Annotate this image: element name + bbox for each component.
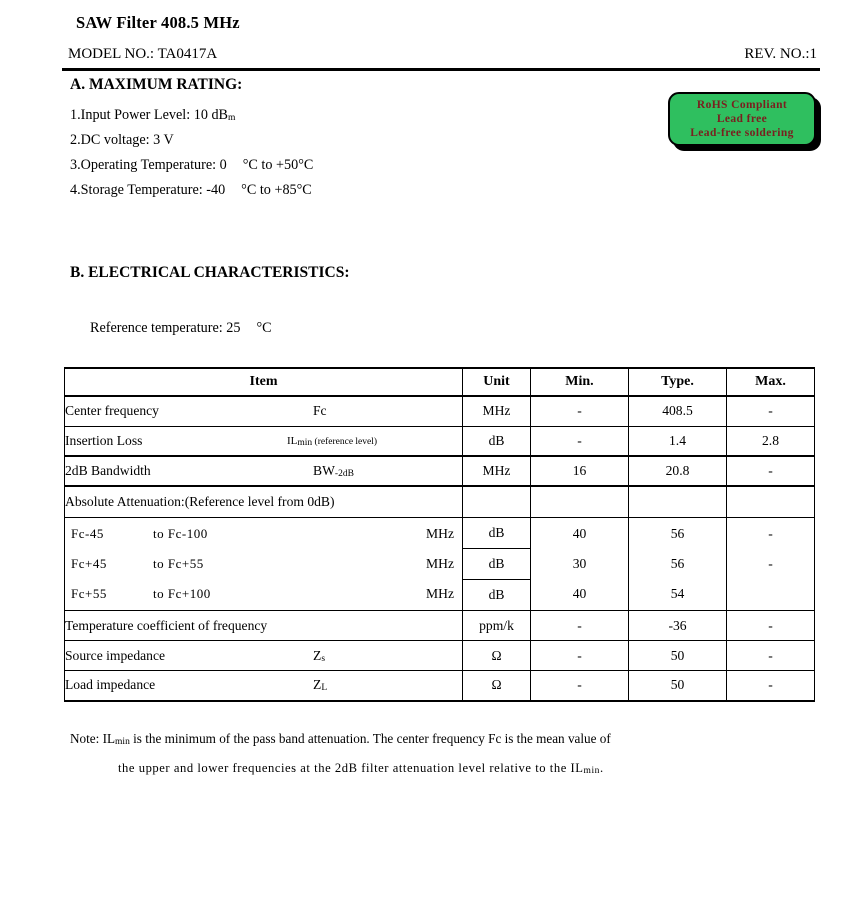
table-header-row <box>65 368 815 396</box>
item-note-rest: (reference level) <box>312 436 378 447</box>
cell-min: - <box>531 641 629 671</box>
item-note-subscript: min <box>297 437 313 448</box>
rating-index: 4. <box>70 182 81 198</box>
row-item-center-frequency <box>65 396 463 426</box>
footnote-subscript: min <box>115 737 130 747</box>
row-item-source-impedance <box>65 641 463 671</box>
attenuation-unit-list <box>463 518 531 611</box>
range-from <box>71 549 107 579</box>
table-row <box>65 456 815 486</box>
page-title: SAW Filter 408.5 MHz <box>76 13 240 32</box>
column-header-max: Max. <box>727 368 815 396</box>
range-to: to Fc+100 <box>153 586 211 601</box>
attenuation-range-list <box>65 518 463 611</box>
cell-typ <box>629 486 727 518</box>
cell-min <box>531 486 629 518</box>
cell-min: 30 <box>572 556 587 571</box>
table-row <box>65 611 815 641</box>
rohs-line-1: RoHS Compliant <box>696 99 788 111</box>
attenuation-max-list <box>727 518 815 611</box>
cell-unit: ppm/k <box>463 611 531 641</box>
reference-temperature <box>90 320 272 337</box>
cell-typ: 56 <box>670 556 685 571</box>
cell-max: - <box>727 611 815 641</box>
rating-value-text: 10 dB <box>193 107 229 123</box>
row-item-load-impedance <box>65 671 463 701</box>
range-from-text: Fc+55 <box>71 586 107 601</box>
cell-max: - <box>727 456 815 486</box>
attenuation-range-row <box>65 519 462 549</box>
reference-temperature-value: 25 <box>226 320 241 336</box>
reference-temperature-unit: °C <box>256 320 272 336</box>
table-row <box>65 426 815 456</box>
cell-max: 2.8 <box>727 426 815 456</box>
model-number-value: TA0417A <box>157 46 218 62</box>
row-item-insertion-loss <box>65 426 463 456</box>
range-from-text: Fc-45 <box>71 526 104 541</box>
column-header-item: Item <box>65 368 463 396</box>
footnote-line-1-a: Note: IL <box>70 731 116 746</box>
rating-label: Storage Temperature: <box>80 182 203 198</box>
cell-min: 40 <box>572 586 587 601</box>
rohs-line-3: Lead-free soldering <box>690 127 794 139</box>
item-label: Insertion Loss <box>65 432 143 448</box>
cell-max: - <box>727 671 815 701</box>
item-symbol-subscript: L <box>321 683 328 694</box>
cell-typ: 50 <box>629 671 727 701</box>
range-unit: MHz <box>426 556 454 571</box>
footnote-line-1-b: is the minimum of the pass band attenuation. The center frequency Fc is the mean value of <box>129 731 611 746</box>
rating-item <box>70 128 313 153</box>
item-symbol-subscript: -2dB <box>334 469 354 479</box>
cell-unit <box>463 486 531 518</box>
item-label: 2dB Bandwidth <box>65 463 151 478</box>
rating-index: 1. <box>70 107 81 123</box>
attenuation-range-row <box>65 549 462 579</box>
attenuation-typ-list <box>629 518 727 611</box>
cell-typ: 20.8 <box>629 456 727 486</box>
rating-value-suffix: °C to +50°C <box>242 157 314 173</box>
header-divider <box>62 68 820 71</box>
attenuation-range-row <box>65 579 462 609</box>
range-from-text: Fc+45 <box>71 556 107 571</box>
footnote-line-2-b: . <box>599 761 604 775</box>
rating-item <box>70 103 313 128</box>
cell-max <box>727 486 815 518</box>
range-unit: MHz <box>426 526 454 541</box>
item-symbol-subscript: s <box>321 653 326 664</box>
item-symbol-text: Z <box>313 677 322 693</box>
rating-value-text: 3 V <box>153 132 174 148</box>
rohs-compliance-badge <box>668 92 818 148</box>
attenuation-min-list <box>531 518 629 611</box>
cell-max: - <box>768 556 773 571</box>
model-number-line <box>68 46 217 63</box>
range-unit: MHz <box>426 586 454 601</box>
column-header-min: Min. <box>531 368 629 396</box>
range-from <box>71 579 107 609</box>
cell-min: - <box>531 611 629 641</box>
cell-typ: 54 <box>670 586 685 601</box>
cell-typ: 408.5 <box>629 396 727 426</box>
range-to: to Fc-100 <box>153 526 208 541</box>
rating-label: Operating Temperature: <box>80 157 217 173</box>
cell-typ: -36 <box>629 611 727 641</box>
table-row <box>65 671 815 701</box>
rating-item <box>70 153 313 178</box>
cell-min: - <box>531 426 629 456</box>
cell-max: - <box>768 526 773 541</box>
item-symbol-text: Fc <box>313 403 327 419</box>
column-header-unit: Unit <box>463 368 531 396</box>
item-symbol <box>313 463 354 479</box>
item-label: Temperature coefficient of frequency <box>65 617 268 633</box>
rating-index: 2. <box>70 132 81 148</box>
table-row <box>65 486 815 518</box>
item-symbol <box>313 677 327 693</box>
table-row-attenuation-group <box>65 518 815 611</box>
range-from <box>71 519 104 549</box>
item-label: Source impedance <box>65 647 166 663</box>
item-label: Load impedance <box>65 677 156 693</box>
item-reference-note <box>287 435 377 447</box>
model-number-label: MODEL NO.: <box>68 46 155 62</box>
rating-label: DC voltage: <box>80 132 150 148</box>
row-item-absolute-attenuation: Absolute Attenuation:(Reference level from 0dB) <box>65 486 463 518</box>
item-symbol-text: Z <box>313 647 322 663</box>
revision-number: REV. NO.:1 <box>744 46 817 62</box>
cell-min: - <box>531 396 629 426</box>
rating-item <box>70 178 313 203</box>
cell-min: 40 <box>572 526 587 541</box>
row-item-2db-bandwidth <box>65 456 463 486</box>
item-symbol-text: BW <box>313 463 335 478</box>
item-note-text: IL <box>287 434 298 447</box>
column-header-typ: Type. <box>629 368 727 396</box>
cell-unit: dB <box>463 549 530 580</box>
maximum-rating-list <box>70 103 313 203</box>
table-row <box>65 396 815 426</box>
cell-unit: MHz <box>463 396 531 426</box>
footnote-subscript: min <box>583 766 600 776</box>
rating-value-suffix: °C to +85°C <box>241 182 312 198</box>
electrical-characteristics-table <box>64 367 815 702</box>
cell-max: - <box>727 396 815 426</box>
range-to: to Fc+55 <box>153 556 204 571</box>
rohs-line-2: Lead free <box>716 113 768 125</box>
footnote-line-1 <box>70 731 830 747</box>
rating-label: Input Power Level: <box>80 107 191 123</box>
cell-typ: 50 <box>629 641 727 671</box>
item-symbol <box>313 648 325 664</box>
table-footnote <box>70 731 830 776</box>
table-row <box>65 641 815 671</box>
footnote-line-2 <box>118 761 830 776</box>
cell-min: 16 <box>531 456 629 486</box>
rating-index: 3. <box>70 157 81 173</box>
cell-unit: dB <box>463 518 530 549</box>
section-a-title: A. MAXIMUM RATING: <box>70 76 243 93</box>
cell-unit: Ω <box>463 671 531 701</box>
badge-body <box>668 92 816 146</box>
cell-unit: dB <box>488 587 505 602</box>
rating-value-text: -40 <box>206 182 226 198</box>
reference-temperature-label: Reference temperature: <box>90 320 223 336</box>
rating-value-subscript: m <box>228 113 236 123</box>
cell-max: - <box>727 641 815 671</box>
item-symbol <box>313 403 327 419</box>
section-b-title: B. ELECTRICAL CHARACTERISTICS: <box>70 264 350 281</box>
item-label: Center frequency <box>65 403 159 419</box>
rating-value <box>194 107 236 123</box>
cell-min: - <box>531 671 629 701</box>
cell-unit: dB <box>463 426 531 456</box>
cell-unit: MHz <box>463 456 531 486</box>
cell-max <box>727 579 814 609</box>
row-item-temperature-coefficient <box>65 611 463 641</box>
cell-typ: 1.4 <box>629 426 727 456</box>
cell-typ: 56 <box>670 526 685 541</box>
footnote-line-2-a: the upper and lower frequencies at the 2dB filter attenuation level relative to the IL <box>118 761 584 775</box>
rating-value-text: 0 <box>219 157 227 173</box>
cell-unit: Ω <box>463 641 531 671</box>
